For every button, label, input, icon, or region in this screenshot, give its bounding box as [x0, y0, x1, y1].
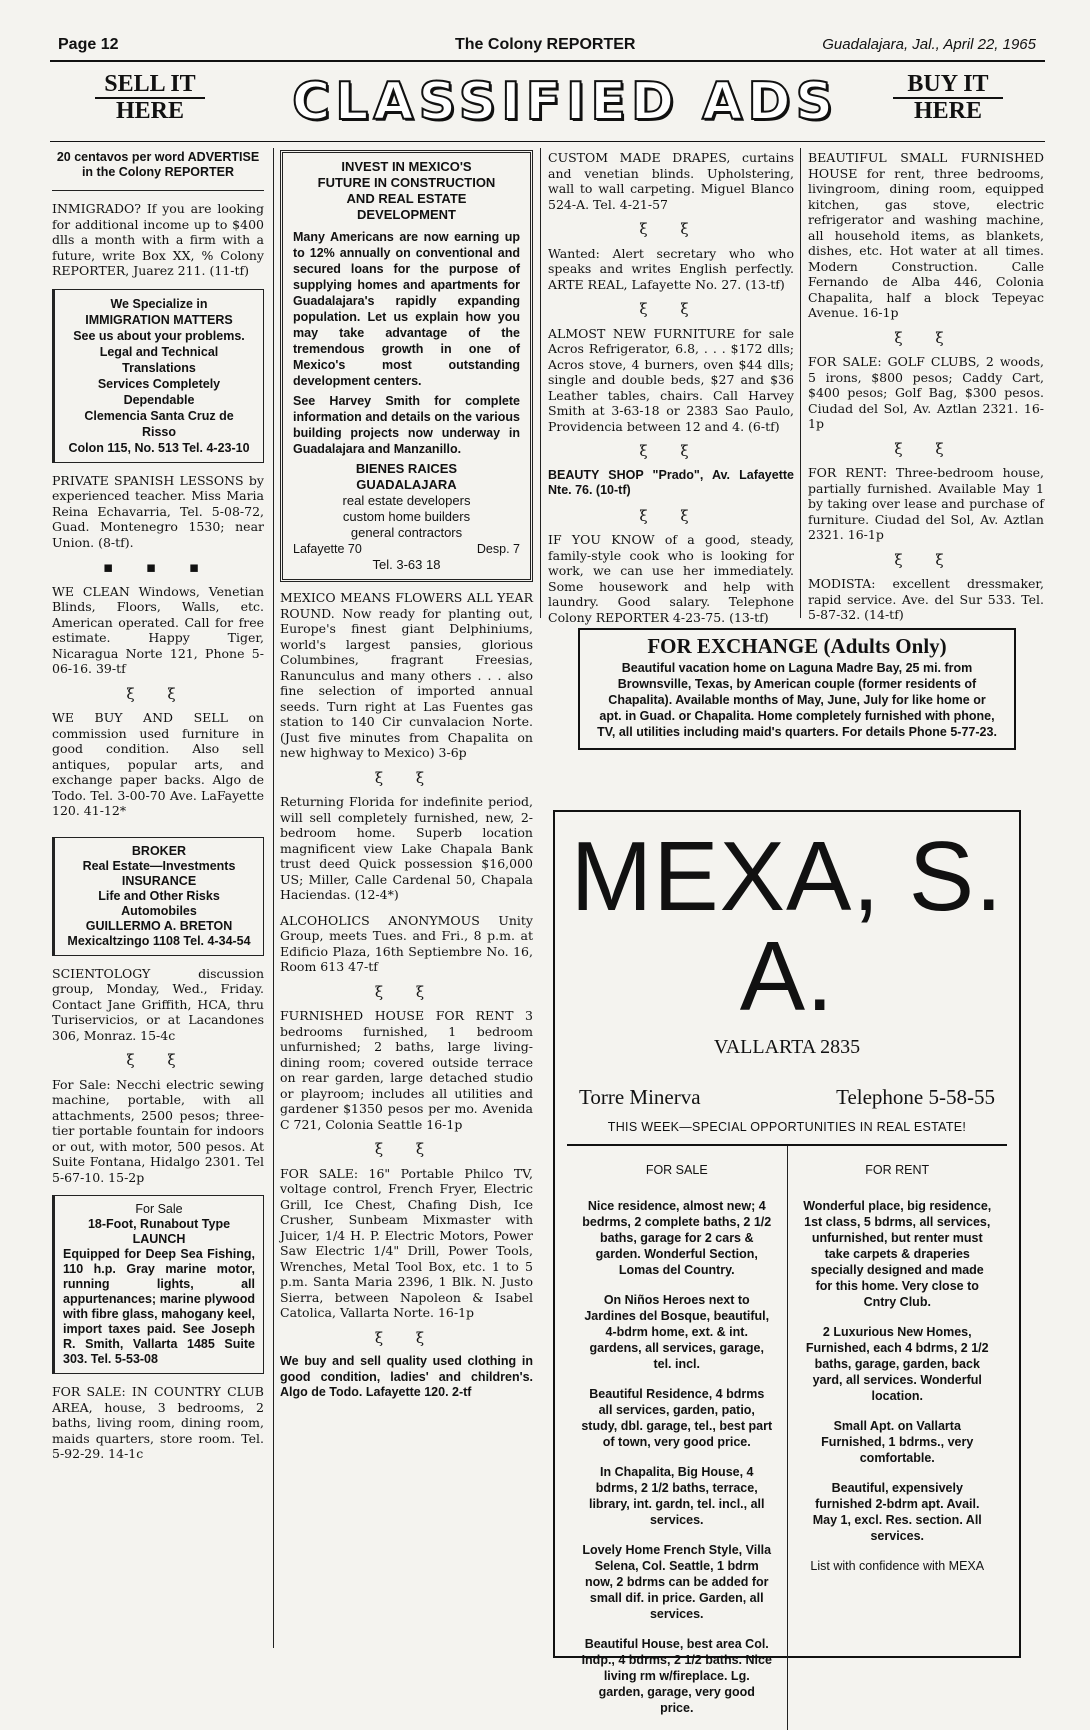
separator: ξ ξ	[639, 506, 703, 525]
launch-box	[52, 1195, 264, 1374]
invest-phone: Tel. 3-63 18	[372, 557, 441, 572]
for-exchange-box	[578, 628, 1016, 750]
mexa-special: THIS WEEK—SPECIAL OPPORTUNITIES IN REAL ESTATE!	[607, 1120, 967, 1134]
mexa-sale-item: Beautiful House, best area Col. Indp., 4 bdrms, 2 1/2 baths. Nice living rm w/fireplace. Lg. garden, garage, very good price.	[581, 1637, 772, 1715]
imm-line: Dependable	[123, 392, 195, 407]
invest-company: GUADALAJARA	[356, 477, 457, 492]
separator: ξ ξ	[639, 442, 703, 460]
sell-it-corner	[95, 72, 205, 124]
separator: ξ ξ	[639, 300, 703, 318]
invest-body: See Harvey Smith for complete information and details on the various building projects now underway in Guadalajara and Manzanillo.	[293, 394, 520, 456]
imm-line: Services Completely	[97, 376, 221, 391]
imm-line: IMMIGRATION MATTERS	[85, 312, 233, 327]
header-rule	[50, 60, 1045, 62]
divider	[52, 190, 264, 191]
buy-it-corner	[893, 72, 1003, 124]
imm-line: Translations	[122, 360, 196, 375]
separator: ξ ξ	[126, 684, 190, 703]
broker-box	[52, 837, 264, 956]
mexa-sale-item: On Niños Heroes next to Jardines del Bosque, beautiful, 4-bdrm home, ext. & int. gardens, all services, garage, tel. incl.	[584, 1293, 770, 1371]
ad-flowers: MEXICO MEANS FLOWERS ALL YEAR ROUND. Now ready for planting out, Europe's finest giant Delphiniums, world's largest pansies, glorious Columbines, fragrant Freesias, Ranunculus and many others . . . also fine selection of imported annual seeds. Turn right at Las Fuentes gas station to 140 Cir cunvalacion Norte. (Just five minutes from Chapalita on new highway to Mexico) 3-6p	[280, 590, 533, 760]
mexa-rent-item: 2 Luxurious New Homes, Furnished, each 4 bdrms, 2 1/2 baths, garage, garden, back yard, all services. Wonderful location.	[805, 1325, 989, 1403]
mexa-sale-item: Beautiful Residence, 4 bdrms all services, garden, patio, study, dbl. garage, tel., best part of town, very good price.	[581, 1387, 773, 1449]
ad-cook: IF YOU KNOW of a good, steady, family-style cook who is looking for work, we can use her immediately. Some housework and help with laundry. Good salary. Telephone Colony REPORTER 4-23-75. (13-tf)	[548, 532, 794, 625]
separator: ξ ξ	[894, 550, 958, 569]
ad-returning-florida: Returning Florida for indefinite period, will sell completely furnished, new, 2-bedroom home. Superb location magnificent view Lake Chapala Bank trust deed Quick possession $16,000 US; Miller, Calle Cardenal 50, Chapala Haciendas. (12-4*)	[280, 794, 533, 902]
separator: ξ ξ	[374, 982, 439, 1001]
column-2	[280, 150, 533, 1411]
rates-notice: 20 centavos per word ADVERTISE in the Colony REPORTER	[56, 150, 260, 179]
invest-address-right: Desp. 7	[476, 542, 520, 556]
broker-line: Mexicaltzingo 1108 Tel. 4-34-54	[67, 933, 251, 948]
mexa-rent-item: List with confidence with MEXA	[810, 1559, 985, 1573]
exchange-title: FOR EXCHANGE (Adults Only)	[647, 634, 947, 658]
ad-three-bedroom: FOR RENT: Three-bedroom house, partially furnished. Available May 1 by taking over lease and purchase of furniture. Ciudad del Sol, Av. Aztlan 2321. 16-1p	[808, 465, 1044, 542]
column-4	[808, 150, 1044, 633]
imm-line: See us about your problems.	[73, 328, 245, 343]
broker-line: BROKER	[131, 843, 187, 858]
imm-line: Colon 115, No. 513 Tel. 4-23-10	[68, 440, 250, 455]
ad-scientology: SCIENTOLOGY discussion group, Monday, Wed., Friday. Contact Jane Griffith, HCA, thru Turiservicios, or at Lacandones 306, Monraz. 15-4c	[52, 965, 264, 1043]
mexa-building: Torre Minerva	[579, 1085, 701, 1109]
masthead-rule	[50, 141, 1045, 142]
invest-title: DEVELOPMENT	[357, 207, 456, 222]
launch-body: Equipped for Deep Sea Fishing, 110 h.p. Gray marine motor, running lights, all appurtenances; marine plywood with fibre glass, mahogany keel, import taxes paid. See Joseph R. Smith, Vallarta 1485 Suite 303. Tel. 5-53-08	[63, 1247, 255, 1366]
ad-philco: FOR SALE: 16" Portable Philco TV, voltage control, French Fryer, Electric Grill, Ice Chest, Chafing Dish, Ice Crusher, Sunbeam Mixmaster with Juicer, 1/4 H. P. Electric Motors, Power Saw Electric 1/4" Drill, Power Tools, Wrenches, Metal Tool Box, etc. 1 to 5 p.m. Santa Maria 2396, 1 Blk. N. Justo Sierra, between Napoleon & Isabel Catolica, Vallarta Norte. 16-1p	[280, 1165, 533, 1320]
mexa-rent-item: Small Apt. on Vallarta Furnished, 1 bdrms., very comfortable.	[821, 1419, 974, 1465]
separator: ξ ξ	[639, 220, 703, 238]
ad-we-clean: WE CLEAN Windows, Venetian Blinds, Floors, Walls, etc. American operated. Call for free estimate. Happy Tiger, Nicaragua Norte 121, Phone 5-06-16. 39-tf	[52, 583, 264, 676]
buy-line-2: HERE	[893, 97, 1003, 124]
sell-line-2: HERE	[95, 97, 205, 124]
exchange-body: Beautiful vacation home on Laguna Madre Bay, 25 mi. from Brownsville, Texas, by American couple (former residents of Chapalita). Available months of May, June, July for like home or apt. in Guad. or Chapalita. Home completely furnished with phone, TV, all utilities including maid's quarters. For details Phone 5-77-23.	[597, 661, 997, 739]
ad-almost-new-furniture: ALMOST NEW FURNITURE for sale Acros Refrigerator, 6.8, . . . $172 dlls; Acros stove, 4 burners, oven $44 dlls; single and double beds, $27 and $36 Leather tables, chairs. Call Harvey Smith at 3-63-18 or 2383 Sao Paulo, Providencia between 12 and 4. (6-tf)	[548, 325, 794, 434]
ad-furnished-house: FURNISHED HOUSE FOR RENT 3 bedrooms furnished, 1 bedroom unfurnished; 2 baths, large living-dining room; covered outside terrace on rear garden, large detached studio or playroom; includes all utilities and gardener $1350 pesos per mo. Avenida C 721, Colonia Seattle 16-1p	[280, 1008, 533, 1132]
broker-line: INSURANCE	[121, 873, 197, 888]
ad-buy-sell-furniture: WE BUY AND SELL on commission used furniture in good condition. Also sell antiques, popular arts, and exchange paper backs. Algo de Todo. Tel. 3-00-70 Ave. LaFayette 120. 41-12*	[52, 710, 264, 818]
separator: ▪ ▪ ▪	[102, 558, 214, 576]
dateline: Guadalajara, Jal., April 22, 1965	[822, 36, 1036, 53]
newspaper-name: The Colony REPORTER	[455, 36, 636, 53]
invest-company: BIENES RAICES	[355, 461, 458, 476]
invest-body: Many Americans are now earning up to 12% annually on conventional and secured loans for the purpose of supplying homes and apartments for Guadalajara's rapidly expanding population. Let us explain how you may take advantage of the tremendous growth in one of Mexico's most outstanding development centers.	[293, 230, 520, 388]
mexa-rent-heading: FOR RENT	[865, 1163, 930, 1177]
ad-beauty-shop: BEAUTY SHOP "Prado", Av. Lafayette Nte. 76. (10-tf)	[548, 467, 794, 497]
column-rule-2	[540, 148, 541, 618]
sell-line-1: SELL IT	[104, 71, 196, 97]
ad-spanish-lessons: PRIVATE SPANISH LESSONS by experienced teacher. Miss Maria Reina Echavarria, Tel. 5-08-72, Guad. Montenegro 1530; near Union. (8-tf).	[52, 472, 264, 550]
ad-alcoholics-anonymous: ALCOHOLICS ANONYMOUS Unity Group, meets Tues. and Fri., 8 p.m. at Edificio Plaza, 16th Septiembre No. 16, Room 613 47-tf	[280, 912, 533, 974]
separator: ξ ξ	[894, 328, 958, 347]
launch-line: 18-Foot, Runabout Type	[87, 1217, 231, 1231]
page-number: Page 12	[58, 36, 119, 53]
separator: ξ ξ	[126, 1051, 190, 1069]
imm-line: We Specialize in	[110, 296, 208, 311]
mexa-ad	[553, 810, 1021, 1715]
imm-line: Clemencia Santa Cruz de	[84, 408, 234, 423]
mexa-listings	[567, 1146, 1007, 1730]
separator: ξ ξ	[374, 1140, 439, 1158]
classified-ads-banner: CLASSIFIED ADS	[292, 72, 838, 132]
mexa-rent-item: Wonderful place, big residence, 1st class, 5 bdrms, all services, unfurnished, but renter must take carpets & draperies specially designed and made for this home. Very close to Cntry Club.	[803, 1199, 992, 1309]
ad-custom-drapes: CUSTOM MADE DRAPES, curtains and venetian blinds. Upholstering, wall to wall carpeting. Miguel Blanco 524-A. Tel. 4-21-57	[548, 150, 794, 212]
mexa-rent-item: Beautiful, expensively furnished 2-bdrm apt. Avail. May 1, excl. Res. section. All services.	[812, 1481, 982, 1543]
imm-line: Legal and Technical	[99, 344, 219, 359]
imm-line: Risso	[141, 424, 177, 439]
column-1	[52, 150, 264, 1472]
column-rule-3	[800, 148, 801, 618]
mexa-sale-item: Nice residence, almost new; 4 bedrms, 2 complete baths, 2 1/2 baths, garage for 2 cars & garden. Wonderful Section, Lomas del Country.	[582, 1199, 772, 1277]
mexa-phone: Telephone 5-58-55	[836, 1085, 995, 1109]
invest-box	[280, 150, 533, 582]
separator: ξ ξ	[894, 439, 958, 458]
separator: ξ ξ	[374, 1328, 439, 1347]
launch-line: LAUNCH	[132, 1232, 186, 1246]
ad-inmigrado: INMIGRADO? If you are looking for additional income up to $400 dlls a month with a firm with a future, write Box XX, % Colony REPORTER, Juarez 211. (11-tf)	[52, 201, 264, 278]
ad-country-club: FOR SALE: IN COUNTRY CLUB AREA, house, 3 bedrooms, 2 baths, living room, dining room, maids quarters, store room. Tel. 5-92-29. 14-1c	[52, 1384, 264, 1461]
invest-title: AND REAL ESTATE	[346, 191, 467, 206]
column-3	[548, 150, 794, 635]
invest-service: custom home builders	[342, 509, 471, 524]
mexa-address: VALLARTA 2835	[713, 1036, 861, 1058]
ad-necchi: For Sale: Necchi electric sewing machine, portable, with all attachments, 2500 pesos; three-tier portable fountain for indoors or out, with motor, 500 pesos. At Suite Fontana, Hidalgo 2301. Tel 5-67-10. 15-2p	[52, 1076, 264, 1185]
invest-title: FUTURE IN CONSTRUCTION	[317, 175, 496, 190]
broker-line: Automobiles	[121, 903, 197, 918]
broker-line: Life and Other Risks	[98, 888, 220, 903]
mexa-for-sale-column	[567, 1146, 787, 1730]
ad-quality-clothing: We buy and sell quality used clothing in good condition, ladies' and children's. Algo de Todo. Lafayette 120. 2-tf	[280, 1354, 533, 1399]
invest-address	[293, 541, 520, 557]
immigration-box	[52, 289, 264, 463]
invest-title: INVEST IN MEXICO'S	[341, 159, 472, 174]
mexa-name: MEXA, S. A.	[570, 821, 1004, 1031]
broker-line: Real Estate—Investments	[82, 858, 236, 873]
buy-line-1: BUY IT	[907, 71, 989, 97]
mexa-contact-row	[555, 1085, 1019, 1110]
ad-beautiful-small-house: BEAUTIFUL SMALL FURNISHED HOUSE for rent, three bedrooms, livingroom, dining room, equipped kitchen, gas stove, electric refrigerator and washing machine, all household items, as blankets, dishes, etc. Hot water at all times. Modern Construction. Calle Fernando de Alba 446, Colonia Chapalita, half a block Tepeyac Avenue. 16-1p	[808, 150, 1044, 320]
broker-line: GUILLERMO A. BRETON	[85, 918, 233, 933]
mexa-sale-heading: FOR SALE	[645, 1163, 708, 1177]
ad-golf-clubs: FOR SALE: GOLF CLUBS, 2 woods, 5 irons, $800 pesos; Caddy Cart, $400 pesos; Golf Bag, $300 pesos. Ciudad del Sol, Av. Aztlan 2321. 16-1p	[808, 354, 1044, 431]
separator: ξ ξ	[374, 768, 439, 787]
mexa-sale-item: In Chapalita, Big House, 4 bdrms, 2 1/2 baths, terrace, library, int. gardn, tel. incl., all services.	[588, 1465, 765, 1527]
invest-service: general contractors	[350, 525, 463, 540]
ad-secretary: Wanted: Alert secretary who who speaks and writes English perfectly. ARTE REAL, Lafayette No. 27. (13-tf)	[548, 245, 794, 292]
ad-modista: MODISTA: excellent dressmaker, rapid service. Ave. del Sur 533. Tel. 5-87-32. (14-tf)	[808, 576, 1044, 622]
invest-address-left: Lafayette 70	[293, 542, 362, 556]
mexa-for-rent-column	[787, 1146, 1008, 1730]
mexa-sale-item: Lovely Home French Style, Villa Selena, Col. Seattle, 1 bdrm now, 2 bdrms can be added for small dif. in price. Garden, all services.	[582, 1543, 772, 1621]
column-rule-1	[273, 148, 274, 1648]
launch-line: For Sale	[135, 1202, 183, 1216]
invest-service: real estate developers	[342, 493, 471, 508]
